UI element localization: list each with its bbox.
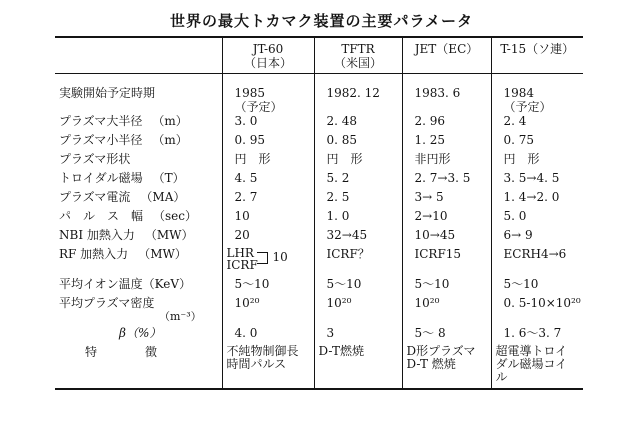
row-plasma-shape [55, 152, 583, 171]
cell-tftr: 1. 0 [314, 209, 402, 228]
row-beta [55, 326, 583, 345]
row-label: プラズマ形状 [59, 152, 131, 166]
cell-t15: 1984 （予定） [491, 74, 583, 115]
cell-jet: 1. 25 [402, 133, 491, 152]
header-t15: T-15（ソ連） [491, 37, 583, 74]
row-label: 平均イオン温度（KeV） [59, 277, 192, 291]
cell-jet: 2. 96 [402, 114, 491, 133]
row-features [55, 345, 583, 389]
cell-jet: 3→ 5 [402, 190, 491, 209]
row-major-radius [55, 114, 583, 133]
cell-tftr: 3 [314, 326, 402, 345]
header-jt60: JT-60 （日本） [222, 37, 314, 74]
cell-jet: 5～10 [402, 277, 491, 296]
cell-tftr: 5. 2 [314, 171, 402, 190]
row-ion-temperature [55, 277, 583, 296]
rf-bracket-group: LHR ICRF 10 [226, 246, 288, 272]
row-label: NBI 加熱入力 （MW） [59, 228, 194, 242]
cell-jet: 5～ 8 [402, 326, 491, 345]
row-toroidal-field [55, 171, 583, 190]
row-minor-radius [55, 133, 583, 152]
cell-jet: 2. 7→3. 5 [402, 171, 491, 190]
cell-jet: ICRF15 [402, 247, 491, 277]
cell-tftr: ICRF？ [314, 247, 402, 277]
row-label: プラズマ小半径 （m） [59, 133, 188, 147]
row-label: RF 加熱入力 （MW） [59, 247, 187, 261]
cell-tftr: 1982. 12 [314, 74, 402, 115]
row-nbi-heating [55, 228, 583, 247]
cell-t15: 6→ 9 [491, 228, 583, 247]
row-label: プラズマ大半径 （m） [59, 114, 188, 128]
row-label: プラズマ電流 （MA） [59, 190, 186, 204]
row-plasma-density [55, 296, 583, 326]
cell-jet: 非円形 [402, 152, 491, 171]
cell-tftr: 0. 85 [314, 133, 402, 152]
cell-t15: ECRH4→6 [491, 247, 583, 277]
header-jet: JET（EC） [402, 37, 491, 74]
cell-t15: 円 形 [491, 152, 583, 171]
row-label: 実験開始予定時期 [59, 86, 156, 100]
row-rf-heating [55, 247, 583, 277]
cell-tftr: 5～10 [314, 277, 402, 296]
cell-t15: 2. 4 [491, 114, 583, 133]
cell-jt60: 4. 5 [222, 171, 314, 190]
cell-jt60 [222, 247, 314, 277]
parameter-table-wrap [55, 36, 583, 390]
row-label: トロイダル磁場 （T） [59, 171, 185, 185]
cell-jet: 2→10 [402, 209, 491, 228]
cell-jt60: 10 [222, 209, 314, 228]
cell-jt60: 5～10 [222, 277, 314, 296]
cell-jt60: 2. 7 [222, 190, 314, 209]
cell-jt60: 1985 （予定） [222, 74, 314, 115]
row-label: パ ル ス 幅 （sec） [59, 209, 197, 223]
cell-jet: 1983. 6 [402, 74, 491, 115]
cell-tftr: 10²⁰ [314, 296, 402, 326]
cell-jt60: 不純物制御長時間パルス [222, 345, 314, 389]
cell-t15: 1. 4→2. 0 [491, 190, 583, 209]
header-corner [55, 37, 222, 74]
cell-t15: 3. 5→4. 5 [491, 171, 583, 190]
cell-jt60: 3. 0 [222, 114, 314, 133]
cell-jt60: 0. 95 [222, 133, 314, 152]
cell-tftr: D-T燃焼 [314, 345, 402, 389]
cell-tftr: 32→45 [314, 228, 402, 247]
cell-t15: 0. 5-10×10²⁰ [491, 296, 583, 326]
cell-t15: 5～10 [491, 277, 583, 296]
row-label: 平均プラズマ密度 （m⁻³） [59, 296, 202, 323]
cell-jet: 10→45 [402, 228, 491, 247]
bracket-line [257, 252, 268, 264]
header-tftr: TFTR （米国） [314, 37, 402, 74]
row-start-date [55, 74, 583, 115]
cell-t15: 0. 75 [491, 133, 583, 152]
cell-tftr: 2. 5 [314, 190, 402, 209]
cell-jt60: 4. 0 [222, 326, 314, 345]
header-row [55, 37, 583, 74]
cell-tftr: 円 形 [314, 152, 402, 171]
cell-tftr: 2. 48 [314, 114, 402, 133]
cell-jt60: 20 [222, 228, 314, 247]
cell-t15: 5. 0 [491, 209, 583, 228]
parameter-table [55, 36, 583, 390]
row-label: β（%） [119, 326, 162, 340]
cell-jet: D形プラズマ D-T 燃焼 [402, 345, 491, 389]
row-plasma-current [55, 190, 583, 209]
row-label: 特 徴 [55, 345, 222, 389]
cell-t15: 1. 6～3. 7 [491, 326, 583, 345]
cell-jt60: 円 形 [222, 152, 314, 171]
cell-jet: 10²⁰ [402, 296, 491, 326]
row-pulse-width [55, 209, 583, 228]
cell-t15: 超電導トロイダル磁場コイル [491, 345, 583, 389]
cell-jt60: 10²⁰ [222, 296, 314, 326]
table-title: 世界の最大トカマク装置の主要パラメータ [169, 12, 474, 30]
